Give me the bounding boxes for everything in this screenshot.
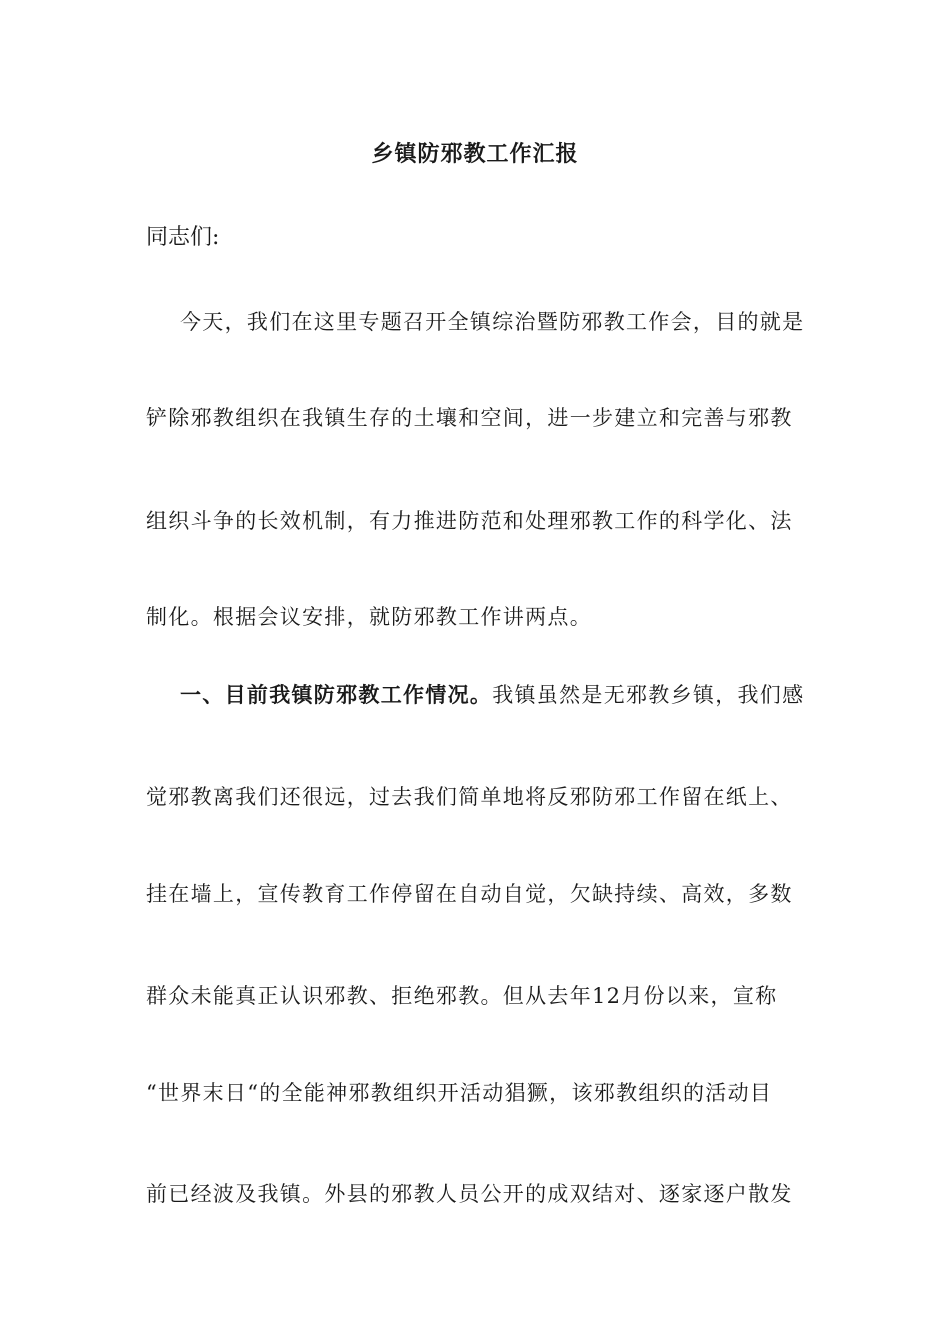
section1-heading: 一、目前我镇防邪教工作情况。: [180, 682, 493, 707]
section1-line-5: “世界末日“的全能神邪教组织开活动猖獗，该邪教组织的活动目: [146, 1081, 773, 1105]
salutation: 同志们:: [146, 225, 220, 250]
section1-first-line: [180, 679, 850, 711]
document-title: 乡镇防邪教工作汇报: [371, 141, 579, 167]
paragraph1-line-1: 今天，我们在这里专题召开全镇综治暨防邪教工作会，目的就是: [180, 310, 805, 334]
section1-line-6: 前已经波及我镇。外县的邪教人员公开的成双结对、逐家逐户散发: [146, 1182, 793, 1206]
section1-first-line-text: 我镇虽然是无邪教乡镇，我们感: [492, 683, 805, 707]
paragraph1-line-4: 制化。根据会议安排，就防邪教工作讲两点。: [146, 605, 592, 629]
paragraph1-line-2: 铲除邪教组织在我镇生存的土壤和空间，进一步建立和完善与邪教: [146, 406, 793, 430]
section1-line-2: 觉邪教离我们还很远，过去我们简单地将反邪防邪工作留在纸上、: [146, 785, 793, 809]
section1-line-3: 挂在墙上，宣传教育工作停留在自动自觉，欠缺持续、高效，多数: [146, 882, 793, 906]
section1-line-4: 群众未能真正认识邪教、拒绝邪教。但从去年12月份以来，宣称: [146, 984, 778, 1008]
paragraph1-line-3: 组织斗争的长效机制，有力推进防范和处理邪教工作的科学化、法: [146, 509, 793, 533]
